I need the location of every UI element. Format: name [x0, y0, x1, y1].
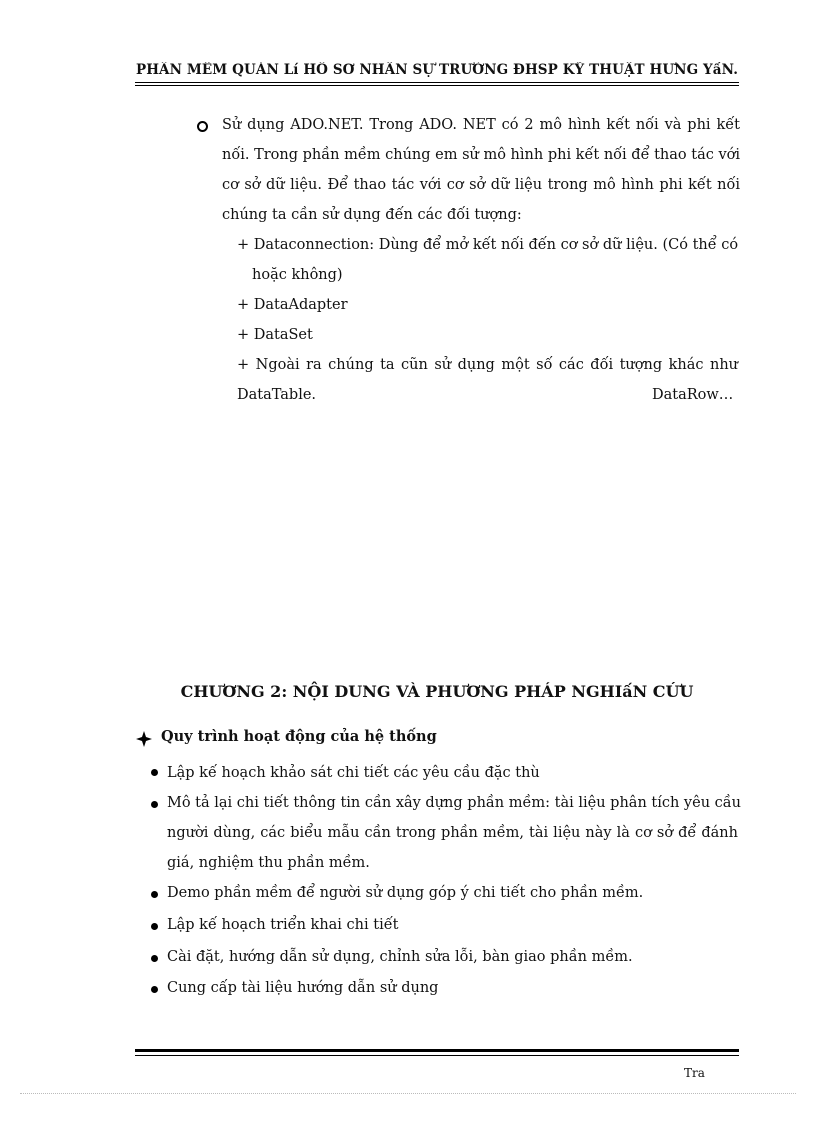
list-item: Lập kế hoạch khảo sát chi tiết các yêu cầu đặc thù: [167, 765, 540, 781]
list-item: Cài đặt, hướng dẫn sử dụng, chỉnh sửa lỗi, bàn giao phần mềm.: [167, 949, 633, 965]
object-item-other: + Ngoài ra chúng ta cũn sử dụng một số các đối tượng khác như: [237, 357, 738, 373]
circle-bullet-icon: [197, 121, 208, 132]
footer-rule-thick: [135, 1049, 739, 1052]
list-item: Cung cấp tài liệu hướng dẫn sử dụng: [167, 980, 439, 996]
footer-rule-thin: [135, 1055, 739, 1056]
bullet-dot-icon: [151, 801, 158, 808]
bullet-dot-icon: [151, 923, 158, 930]
diamond-bullet-icon: [136, 731, 152, 747]
list-item-cont: giá, nghiệm thu phần mềm.: [167, 855, 370, 871]
bullet-dot-icon: [151, 891, 158, 898]
page-bottom-dotted-line: [20, 1093, 796, 1094]
list-item: Lập kế hoạch triển khai chi tiết: [167, 917, 399, 933]
object-item-dataadapter: + DataAdapter: [237, 297, 348, 313]
list-item: Demo phần mềm để người sử dụng góp ý chi tiết cho phần mềm.: [167, 885, 644, 901]
object-item-dataset: + DataSet: [237, 327, 313, 343]
intro-line-4: chúng ta cần sử dụng đến các đối tượng:: [222, 207, 522, 223]
header-rule-top: [135, 82, 739, 83]
chapter-title: CHƯƠNG 2: NỘI DUNG VÀ PHƯƠNG PHÁP NGHIấN CỨU: [180, 682, 694, 701]
intro-line-1: Sử dụng ADO.NET. Trong ADO. NET có 2 mô hình kết nối và phi kết: [222, 117, 740, 133]
bullet-dot-icon: [151, 986, 158, 993]
object-item-dataconnection-cont: hoặc không): [252, 267, 343, 283]
bullet-dot-icon: [151, 769, 158, 776]
object-item-dataconnection: + Dataconnection: Dùng để mở kết nối đến cơ sở dữ liệu. (Có thể có: [237, 237, 739, 253]
intro-line-2: nối. Trong phần mềm chúng em sử mô hình phi kết nối để thao tác với: [222, 147, 741, 163]
object-item-datarow: DataRow…: [652, 387, 734, 403]
page-number-label: Tra: [684, 1066, 705, 1080]
page-header-title: PHẦN MỀM QUẢN Lí HỒ SƠ NHÂN SỰ TRƯỜNG ĐHSP KỸ THUẬT HƯNG YấN.: [135, 62, 739, 78]
section-title: Quy trình hoạt động của hệ thống: [161, 728, 437, 745]
intro-line-3: cơ sở dữ liệu. Để thao tác với cơ sở dữ liệu trong mô hình phi kết nối: [222, 177, 740, 193]
bullet-dot-icon: [151, 955, 158, 962]
list-item-cont: người dùng, các biểu mẫu cần trong phần mềm, tài liệu này là cơ sở để đánh: [167, 825, 738, 841]
object-item-datatable: DataTable.: [237, 387, 317, 403]
list-item: Mô tả lại chi tiết thông tin cần xây dựng phần mềm: tài liệu phân tích yêu cầu: [167, 795, 741, 811]
header-rule-bottom: [135, 85, 739, 86]
